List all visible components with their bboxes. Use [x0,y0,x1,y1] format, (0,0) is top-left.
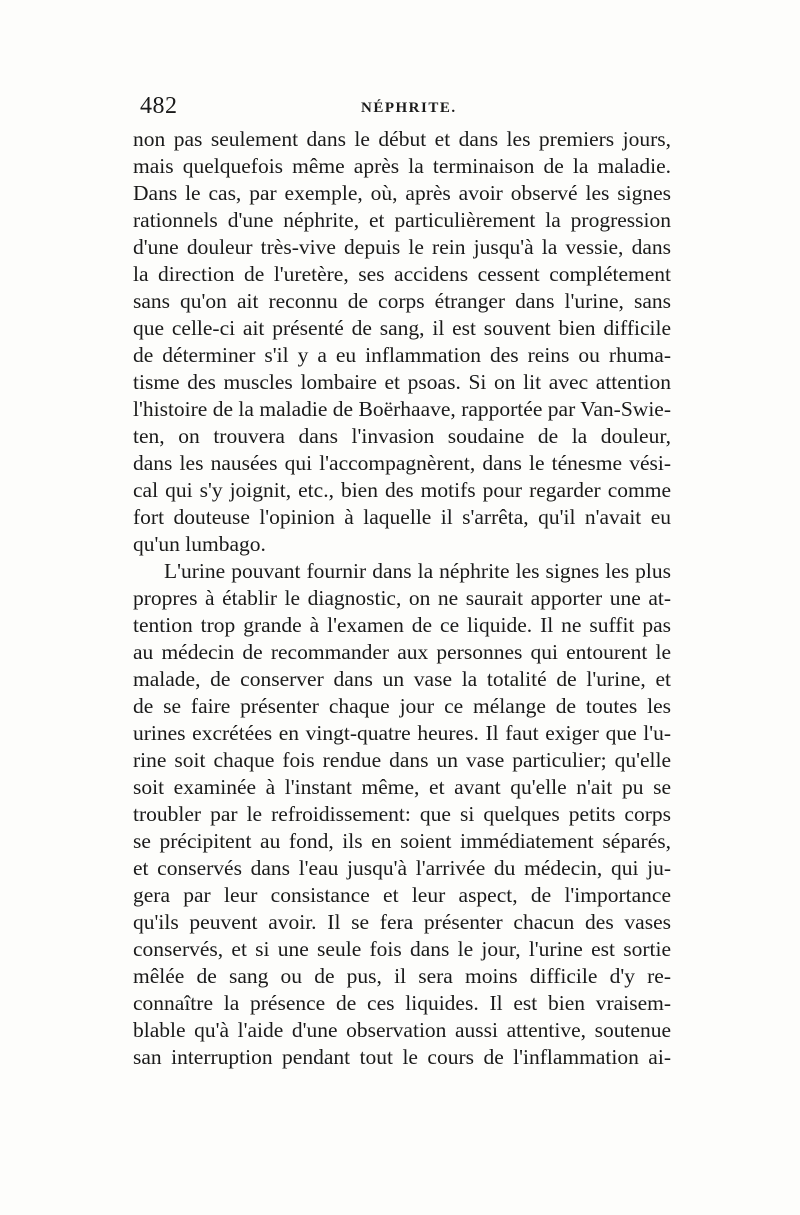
text-line: sans qu'on ait reconnu de corps étranger dans l'urine, sans [133,289,671,313]
text-line: non pas seulement dans le début et dans les premiers jours, [133,127,671,151]
text-line: d'une douleur très-vive depuis le rein jusqu'à la vessie, dans [133,235,671,259]
text-line: gera par leur consistance et leur aspect, de l'importance [133,883,671,907]
text-line: mêlée de sang ou de pus, il sera moins difficile d'y re- [133,964,671,988]
text-line: soit examinée à l'instant même, et avant qu'elle n'ait pu se [133,775,671,799]
text-line: connaître la présence de ces liquides. Il est bien vraisem- [133,991,671,1015]
body-text [133,126,671,1071]
text-line: urines excrétées en vingt-quatre heures. Il faut exiger que l'u- [133,721,671,745]
text-line: rationnels d'une néphrite, et particulièrement la progression [133,208,671,232]
text-line: qu'ils peuvent avoir. Il se fera présenter chacun des vases [133,910,671,934]
paragraph-start-line: L'urine pouvant fournir dans la néphrite les signes les plus [164,559,671,583]
text-line: fort douteuse l'opinion à laquelle il s'arrêta, qu'il n'avait eu [133,505,671,529]
text-line: ten, on trouvera dans l'invasion soudaine de la douleur, [133,424,671,448]
text-line: Dans le cas, par exemple, où, après avoir observé les signes [133,181,671,205]
page-number: 482 [140,93,178,119]
text-line: propres à établir le diagnostic, on ne saurait apporter une at- [133,586,671,610]
text-line: mais quelquefois même après la terminaison de la maladie. [133,154,671,178]
text-line: tisme des muscles lombaire et psoas. Si on lit avec attention [133,370,671,394]
paragraph-end-line: qu'un lumbago. [133,532,266,556]
text-line: blable qu'à l'aide d'une observation aussi attentive, soutenue [133,1018,671,1042]
text-line: troubler par le refroidissement: que si quelques petits corps [133,802,671,826]
text-line: se précipitent au fond, ils en soient immédiatement séparés, [133,829,671,853]
text-line: cal qui s'y joignit, etc., bien des motifs pour regarder comme [133,478,671,502]
text-line: de se faire présenter chaque jour ce mélange de toutes les [133,694,671,718]
text-line: rine soit chaque fois rendue dans un vase particulier; qu'elle [133,748,671,772]
text-line: tention trop grande à l'examen de ce liquide. Il ne suffit pas [133,613,671,637]
text-line: malade, de conserver dans un vase la totalité de l'urine, et [133,667,671,691]
page-header [140,93,660,123]
text-line: la direction de l'uretère, ses accidens cessent complétement [133,262,671,286]
text-line: san interruption pendant tout le cours de l'inflammation ai- [133,1045,671,1069]
text-line: au médecin de recommander aux personnes qui entourent le [133,640,671,664]
running-title: NÉPHRITE. [361,100,457,116]
text-line: dans les nausées qui l'accompagnèrent, dans le ténesme vési- [133,451,671,475]
text-line: de déterminer s'il y a eu inflammation des reins ou rhuma- [133,343,671,367]
text-line: et conservés dans l'eau jusqu'à l'arrivée du médecin, qui ju- [133,856,671,880]
text-line: que celle-ci ait présenté de sang, il est souvent bien difficile [133,316,671,340]
text-line: conservés, et si une seule fois dans le jour, l'urine est sortie [133,937,671,961]
text-line: l'histoire de la maladie de Boërhaave, rapportée par Van-Swie- [133,397,671,421]
